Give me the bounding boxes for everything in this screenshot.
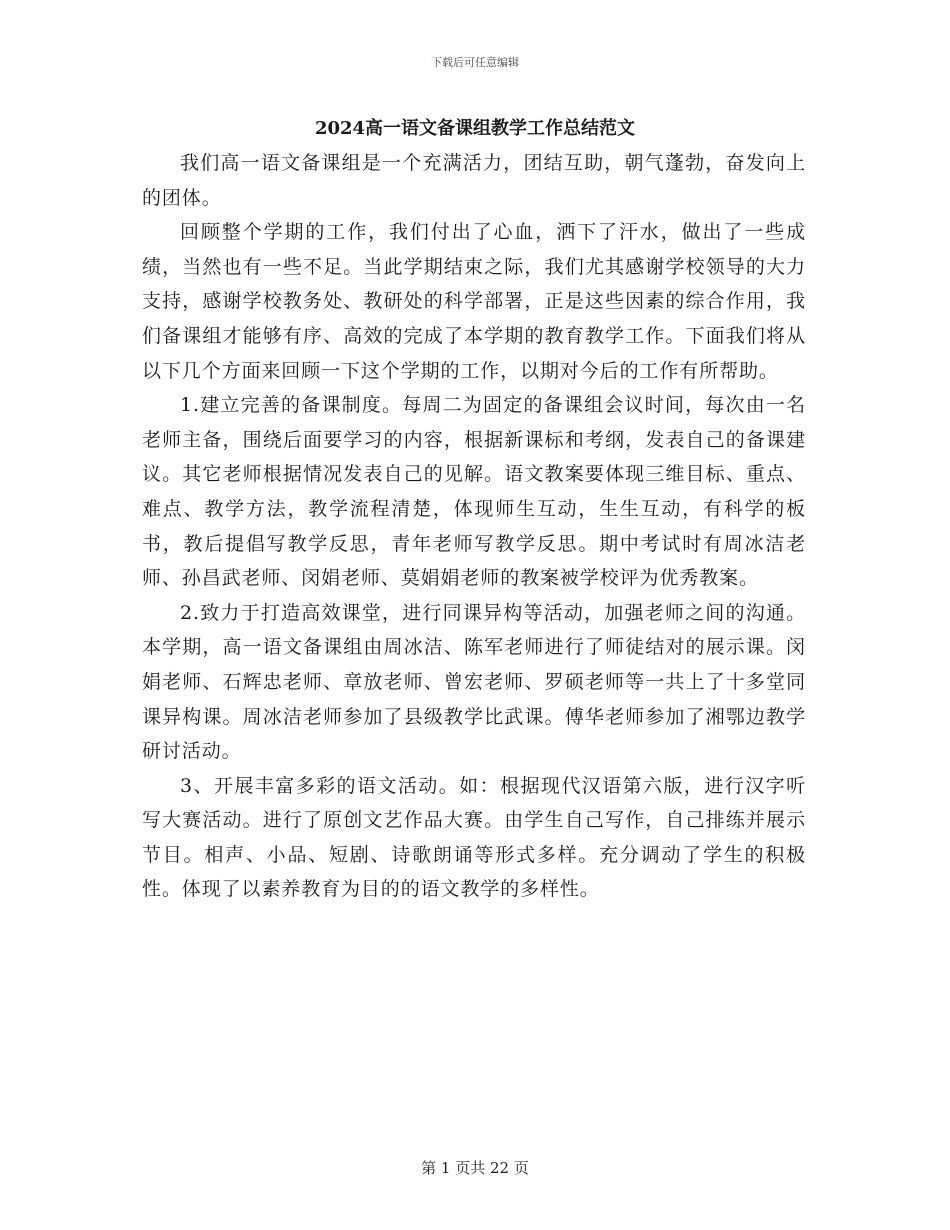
document-body xyxy=(142,146,806,907)
document-title: 2024高一语文备课组教学工作总结范文 xyxy=(314,118,636,139)
paragraph-review: 回顾整个学期的工作，我们付出了心血，洒下了汗水，做出了一些成绩，当然也有一些不足。当此学期结束之际，我们尤其感谢学校领导的大力支持，感谢学校教务处、教研处的科学部署，正是这些因素的综合作用，我们备课组才能够有序、高效的完成了本学期的教育教学工作。下面我们将从以下几个方面来回顾一下这个学期的工作，以期对今后的工作有所帮助。 xyxy=(142,221,806,382)
paragraph-item-2: 2.致力于打造高效课堂，进行同课异构等活动，加强老师之间的沟通。本学期，高一语文备课组由周冰洁、陈军老师进行了师徒结对的展示课。闵娟老师、石辉忠老师、章放老师、曾宏老师、罗硕老师等一共上了十多堂同课异构课。周冰洁老师参加了县级教学比武课。傅华老师参加了湘鄂边教学研讨活动。 xyxy=(142,601,806,763)
paragraph-item-1: 1.建立完善的备课制度。每周二为固定的备课组会议时间，每次由一名老师主备，围绕后面要学习的内容，根据新课标和考纲，发表自己的备课建议。其它老师根据情况发表自己的见解。语文教案要体现三维目标、重点、难点、教学方法，教学流程清楚，体现师生互动，生生互动，有科学的板书，教后提倡写教学反思，青年老师写教学反思。期中考试时有周冰洁老师、孙昌武老师、闵娟老师、莫娟娟老师的教案被学校评为优秀教案。 xyxy=(142,394,806,590)
page-header-note: 下载后可任意编辑 xyxy=(431,56,519,69)
paragraph-intro: 我们高一语文备课组是一个充满活力，团结互助，朝气蓬勃，奋发向上的团体。 xyxy=(142,152,806,209)
paragraph-item-3: 3、开展丰富多彩的语文活动。如：根据现代汉语第六版，进行汉字听写大赛活动。进行了原创文艺作品大赛。由学生自己写作，自己排练并展示节目。相声、小品、短剧、诗歌朗诵等形式多样。充分调动了学生的积极性。体现了以素养教育为目的的语文教学的多样性。 xyxy=(142,774,806,901)
page-number: 第 1 页共 22 页 xyxy=(421,1159,529,1177)
